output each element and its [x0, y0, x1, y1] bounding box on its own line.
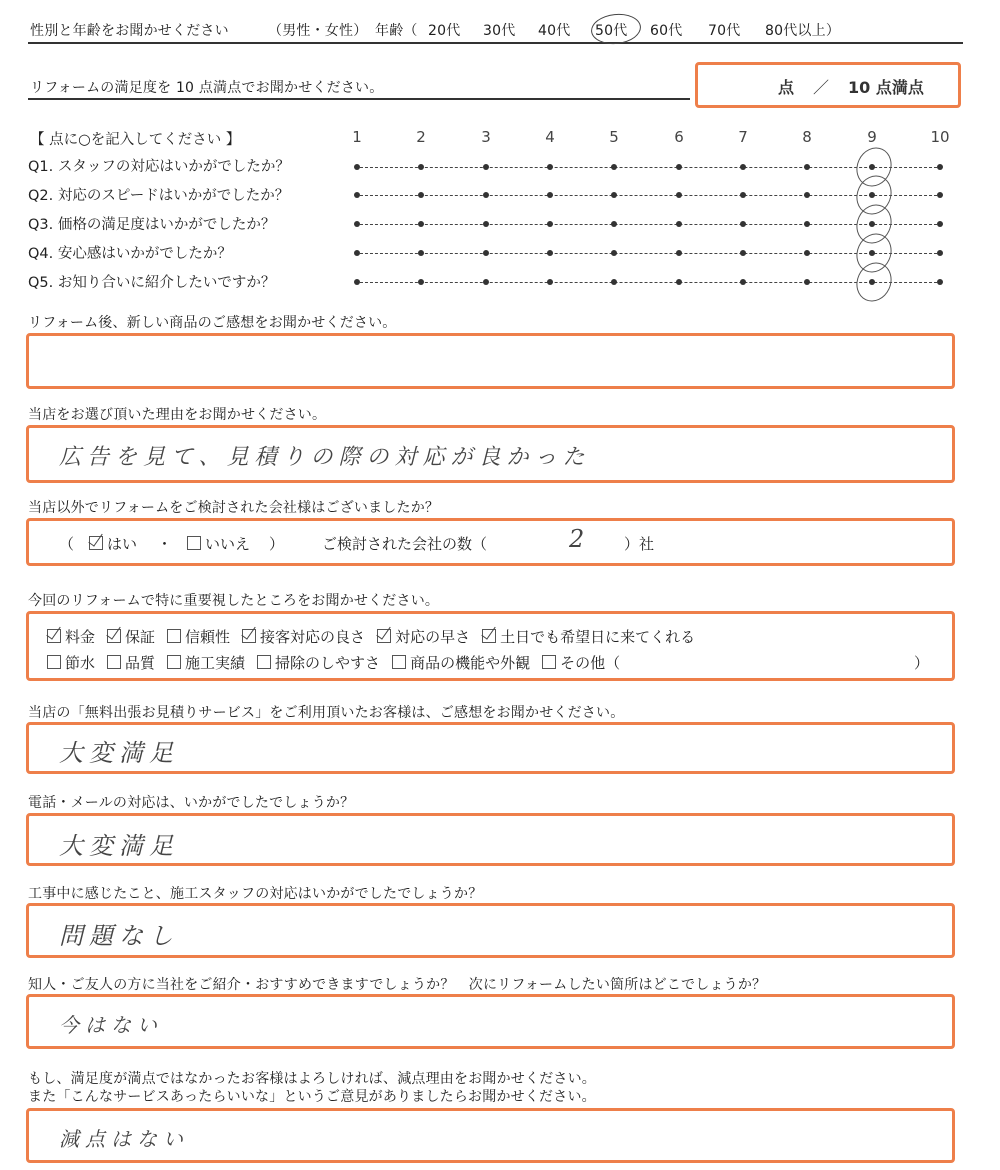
- rating-dot-q4-5[interactable]: [611, 250, 617, 256]
- priority-checkbox[interactable]: [47, 629, 61, 643]
- rating-dot-q2-8[interactable]: [804, 192, 810, 198]
- scale-number-9: 9: [867, 128, 877, 146]
- open-paren: （: [59, 535, 75, 553]
- rating-dot-q3-7[interactable]: [740, 221, 746, 227]
- reason-answer: 広告を見て、見積りの際の対応が良かった: [59, 445, 591, 470]
- priority-label: 対応の早さ: [395, 628, 471, 646]
- priority-label: 施工実績: [185, 654, 246, 672]
- priority-option[interactable]: [377, 628, 470, 646]
- company-count-label: ご検討された会社の数（: [322, 535, 488, 553]
- rating-dot-q5-7[interactable]: [740, 279, 746, 285]
- no-checkbox[interactable]: [187, 536, 201, 550]
- deduction-answer-box[interactable]: [26, 1108, 955, 1163]
- close-paren: ）: [269, 535, 285, 553]
- gender-age-row: [28, 18, 963, 44]
- priority-checkbox[interactable]: [482, 629, 496, 643]
- estimate-service-question: 当店の「無料出張お見積りサービス」をご利用頂いたお客様は、ご感想をお聞かせください。: [28, 705, 625, 721]
- construction-answer-box[interactable]: [26, 903, 955, 958]
- rating-dot-q1-7[interactable]: [740, 164, 746, 170]
- priority-checkbox[interactable]: [242, 629, 256, 643]
- rating-dot-q3-10[interactable]: [937, 221, 943, 227]
- phone-mail-question: 電話・メールの対応は、いかがでしたでしょうか？: [28, 795, 355, 811]
- company-count-suffix: ）社: [624, 535, 655, 553]
- rating-dot-q3-6[interactable]: [676, 221, 682, 227]
- scale-number-6: 6: [674, 128, 684, 146]
- priority-label: 節水: [65, 654, 96, 672]
- satisfaction-question: リフォームの満足度を 10 点満点でお聞かせください。: [30, 80, 384, 96]
- rating-dotted-line-2: [355, 195, 942, 196]
- rating-dot-q1-3[interactable]: [483, 164, 489, 170]
- referral-answer-box[interactable]: [26, 994, 955, 1049]
- priority-option[interactable]: [107, 628, 155, 646]
- priority-option[interactable]: [47, 628, 95, 646]
- rating-dot-q5-3[interactable]: [483, 279, 489, 285]
- priority-option[interactable]: [257, 654, 380, 672]
- priority-checkbox[interactable]: [107, 629, 121, 643]
- score-separator: ／: [813, 78, 830, 97]
- rating-dot-q4-6[interactable]: [676, 250, 682, 256]
- gender-age-question: 性別と年齢をお聞かせください: [30, 23, 229, 39]
- rating-dot-q2-6[interactable]: [676, 192, 682, 198]
- priority-option[interactable]: [482, 628, 695, 646]
- priority-option[interactable]: [242, 628, 365, 646]
- priority-checkbox[interactable]: [107, 655, 121, 669]
- yes-option[interactable]: [89, 533, 137, 554]
- no-option[interactable]: [187, 533, 250, 554]
- other-close-paren: ）: [914, 654, 930, 672]
- gender-options[interactable]: （男性・女性）: [268, 23, 368, 39]
- yes-label: はい: [107, 535, 138, 553]
- dot-separator: ・: [157, 535, 173, 553]
- rating-dot-q5-10[interactable]: [937, 279, 943, 285]
- priorities-box: [26, 611, 955, 681]
- construction-question: 工事中に感じたこと、施工スタッフの対応はいかがでしたでしょうか？: [28, 886, 483, 902]
- rating-dot-q1-1[interactable]: [354, 164, 360, 170]
- other-companies-box: [26, 518, 955, 566]
- satisfaction-question-line: [28, 74, 690, 100]
- priorities-row-2: [47, 652, 632, 673]
- age-option-40[interactable]: 40代: [538, 23, 571, 39]
- priority-label: 信頼性: [185, 628, 231, 646]
- rating-question-5: Q5. お知り合いに紹介したいですか？: [28, 275, 276, 291]
- priority-checkbox[interactable]: [542, 655, 556, 669]
- reason-question: 当店をお選び頂いた理由をお聞かせください。: [28, 407, 327, 423]
- company-count-value[interactable]: 2: [569, 525, 585, 553]
- priority-checkbox[interactable]: [167, 655, 181, 669]
- priorities-question: 今回のリフォームで特に重要視したところをお聞かせください。: [28, 593, 440, 609]
- rating-question-2: Q2. 対応のスピードはいかがでしたか？: [28, 188, 290, 204]
- priority-label: その他（: [560, 654, 621, 672]
- construction-answer: 問題なし: [59, 922, 179, 950]
- rating-dotted-line-3: [355, 224, 942, 225]
- rating-dot-q4-10[interactable]: [937, 250, 943, 256]
- age-option-60[interactable]: 60代: [650, 23, 683, 39]
- rating-dotted-line-4: [355, 253, 942, 254]
- priority-label: 掃除のしやすさ: [275, 654, 381, 672]
- impressions-answer-box[interactable]: [26, 333, 955, 389]
- rating-dot-q1-10[interactable]: [937, 164, 943, 170]
- rating-dot-q3-1[interactable]: [354, 221, 360, 227]
- scale-number-3: 3: [481, 128, 491, 146]
- rating-dot-q4-8[interactable]: [804, 250, 810, 256]
- scale-number-5: 5: [609, 128, 619, 146]
- priority-checkbox[interactable]: [392, 655, 406, 669]
- rating-dot-q5-2[interactable]: [418, 279, 424, 285]
- age-selected-circle: [590, 11, 643, 46]
- age-label: 年齢（: [375, 23, 418, 39]
- priority-label: 保証: [125, 628, 156, 646]
- rating-dotted-line-1: [355, 167, 942, 168]
- phone-mail-answer: 大変満足: [59, 832, 179, 860]
- rating-dot-q2-1[interactable]: [354, 192, 360, 198]
- rating-question-4: Q4. 安心感はいかがでしたか？: [28, 246, 232, 262]
- priority-label: 商品の機能や外観: [410, 654, 531, 672]
- rating-dot-q1-8[interactable]: [804, 164, 810, 170]
- reason-answer-box[interactable]: [26, 425, 955, 483]
- rating-dot-q1-6[interactable]: [676, 164, 682, 170]
- priorities-row-1: [47, 626, 707, 647]
- phone-mail-answer-box[interactable]: [26, 813, 955, 866]
- age-option-30[interactable]: 30代: [483, 23, 516, 39]
- rating-dot-q2-5[interactable]: [611, 192, 617, 198]
- rating-dot-q2-4[interactable]: [547, 192, 553, 198]
- rating-dot-q1-5[interactable]: [611, 164, 617, 170]
- rating-dot-q4-3[interactable]: [483, 250, 489, 256]
- rating-dot-q5-5[interactable]: [611, 279, 617, 285]
- estimate-service-answer: 大変満足: [59, 739, 179, 767]
- priority-checkbox[interactable]: [377, 629, 391, 643]
- scale-number-4: 4: [545, 128, 555, 146]
- priority-option[interactable]: [167, 654, 245, 672]
- rating-dot-q2-7[interactable]: [740, 192, 746, 198]
- priority-option[interactable]: [542, 654, 620, 672]
- referral-question: 知人・ご友人の方に当社をご紹介・おすすめできますでしょうか？ 次にリフォームしたい箇所はどこでしょうか？: [28, 977, 767, 993]
- rating-dot-q2-2[interactable]: [418, 192, 424, 198]
- impressions-question: リフォーム後、新しい商品のご感想をお聞かせください。: [28, 315, 397, 331]
- rating-dot-q3-4[interactable]: [547, 221, 553, 227]
- priority-label: 料金: [65, 628, 96, 646]
- estimate-service-answer-box[interactable]: [26, 722, 955, 774]
- age-option-70[interactable]: 70代: [708, 23, 741, 39]
- priority-option[interactable]: [107, 654, 155, 672]
- scale-number-2: 2: [416, 128, 426, 146]
- priority-checkbox[interactable]: [47, 655, 61, 669]
- age-option-80[interactable]: 80代以上）: [765, 23, 841, 39]
- no-label: いいえ: [205, 535, 251, 553]
- deduction-answer: 減点はない: [59, 1127, 189, 1151]
- priority-label: 品質: [125, 654, 156, 672]
- scale-number-10: 10: [930, 128, 950, 146]
- rating-dot-q5-8[interactable]: [804, 279, 810, 285]
- rating-dot-q1-2[interactable]: [418, 164, 424, 170]
- rating-dot-q4-1[interactable]: [354, 250, 360, 256]
- rating-question-1: Q1. スタッフの対応はいかがでしたか？: [28, 159, 290, 175]
- rating-question-3: Q3. 価格の満足度はいかがでしたか？: [28, 217, 276, 233]
- rating-dot-q5-1[interactable]: [354, 279, 360, 285]
- priority-option[interactable]: [392, 654, 530, 672]
- priority-label: 接客対応の良さ: [260, 628, 366, 646]
- priority-checkbox[interactable]: [257, 655, 271, 669]
- score-box[interactable]: [695, 62, 961, 108]
- rating-instruction: 【 点に○を記入してください 】: [30, 132, 241, 148]
- scale-number-1: 1: [352, 128, 362, 146]
- referral-answer: 今はない: [59, 1013, 163, 1037]
- rating-dot-q3-3[interactable]: [483, 221, 489, 227]
- rating-dot-q3-5[interactable]: [611, 221, 617, 227]
- yes-checkbox[interactable]: [89, 536, 103, 550]
- priority-option[interactable]: [47, 654, 95, 672]
- other-companies-question: 当店以外でリフォームをご検討された会社様はございましたか？: [28, 500, 440, 516]
- scale-number-7: 7: [738, 128, 748, 146]
- priority-label: 土日でも希望日に来てくれる: [500, 628, 696, 646]
- rating-dot-q4-7[interactable]: [740, 250, 746, 256]
- rating-dot-q4-4[interactable]: [547, 250, 553, 256]
- rating-dot-q1-4[interactable]: [547, 164, 553, 170]
- age-option-50[interactable]: 50代: [595, 23, 628, 39]
- scale-number-8: 8: [802, 128, 812, 146]
- deduction-question-line-1: もし、満足度が満点ではなかったお客様はよろしければ、減点理由をお聞かせください。: [28, 1071, 596, 1087]
- age-option-20[interactable]: 20代: [428, 23, 461, 39]
- score-unit: 点: [778, 78, 795, 97]
- deduction-question-line-2: また「こんなサービスあったらいいな」というご意見がありましたらお聞かせください。: [28, 1089, 596, 1105]
- rating-dot-q4-2[interactable]: [418, 250, 424, 256]
- priority-checkbox[interactable]: [167, 629, 181, 643]
- rating-dotted-line-5: [355, 282, 942, 283]
- rating-dot-q5-6[interactable]: [676, 279, 682, 285]
- rating-dot-q2-10[interactable]: [937, 192, 943, 198]
- rating-dot-q3-8[interactable]: [804, 221, 810, 227]
- rating-dot-q5-4[interactable]: [547, 279, 553, 285]
- rating-dot-q2-3[interactable]: [483, 192, 489, 198]
- score-max-label: 10 点満点: [848, 78, 924, 97]
- rating-dot-q3-2[interactable]: [418, 221, 424, 227]
- priority-option[interactable]: [167, 628, 230, 646]
